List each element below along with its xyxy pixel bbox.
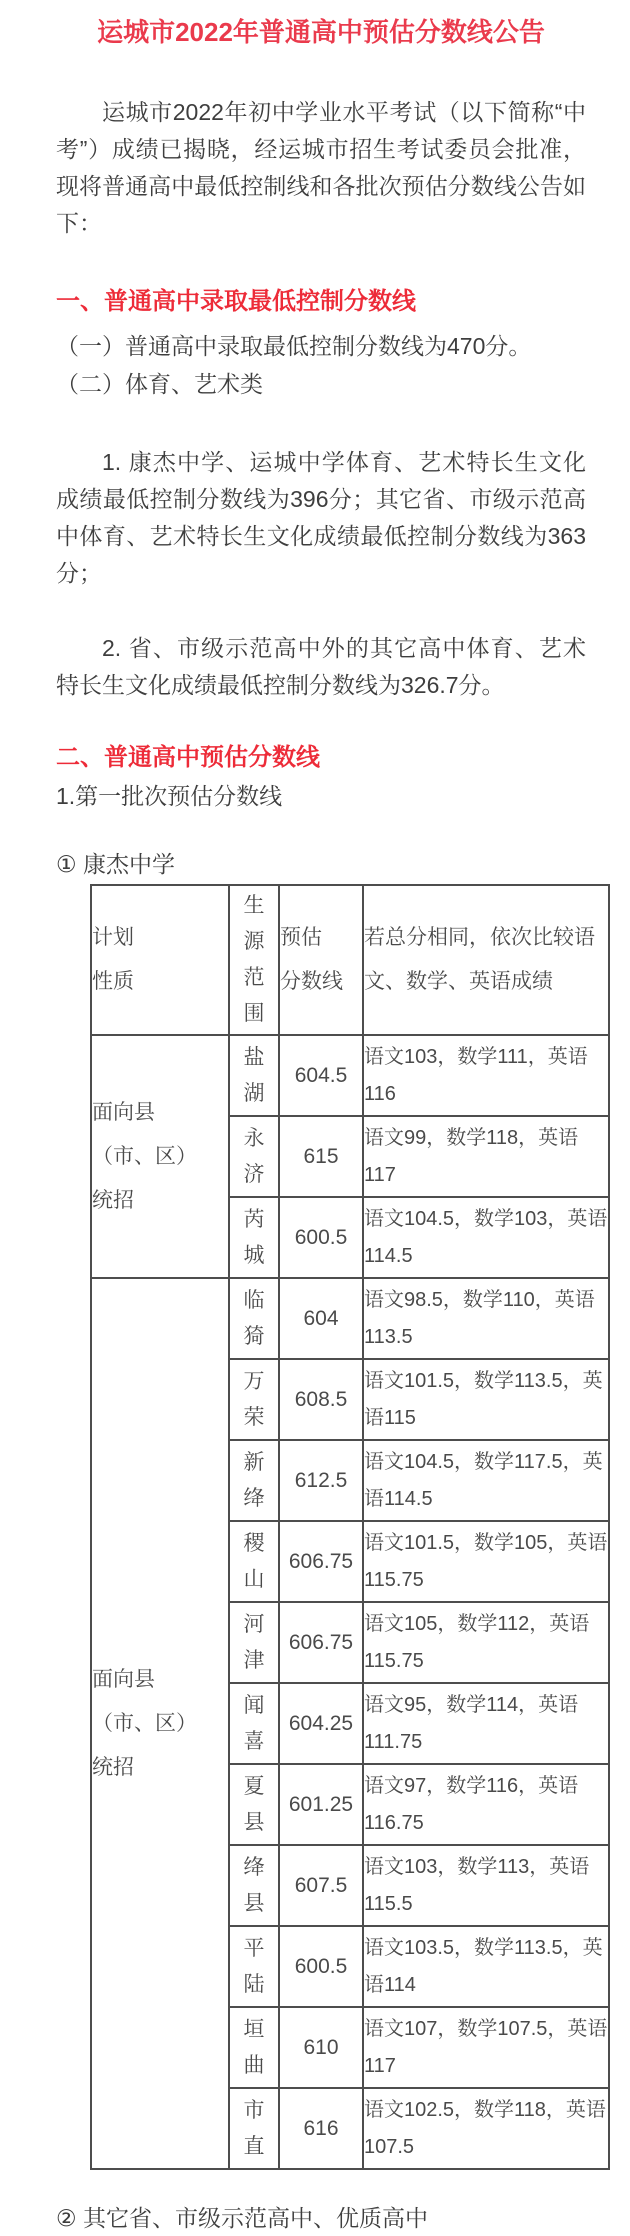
remark-cell: 语文98.5，数学110，英语113.5 [363, 1278, 609, 1359]
score-cell: 600.5 [279, 1926, 363, 2007]
plan-type-cell: 面向县 （市、区） 统招 [91, 1035, 229, 1278]
area-cell: 芮城 [229, 1197, 279, 1278]
header-estimated-line: 预估 分数线 [279, 885, 363, 1035]
score-cell: 607.5 [279, 1845, 363, 1926]
header-plan-type: 计划 性质 [91, 885, 229, 1035]
section2-subheading: 1.第一批次预估分数线 [56, 783, 283, 809]
area-cell: 绛县 [229, 1845, 279, 1926]
remark-cell: 语文107，数学107.5，英语117 [363, 2007, 609, 2088]
section1-item2: （二）体育、艺术类 [56, 371, 263, 397]
school1-label: ① 康杰中学 [56, 851, 176, 877]
section1-item1: （一）普通高中录取最低控制分数线为470分。 [56, 333, 532, 359]
area-cell: 万荣 [229, 1359, 279, 1440]
section1-para2: 2. 省、市级示范高中外的其它高中体育、艺术特长生文化成绩最低控制分数线为326.7分。 [56, 635, 586, 698]
score-cell: 616 [279, 2088, 363, 2169]
remark-cell: 语文97，数学116，英语116.75 [363, 1764, 609, 1845]
score-cell: 604 [279, 1278, 363, 1359]
area-cell: 市直 [229, 2088, 279, 2169]
remark-cell: 语文105，数学112，英语115.75 [363, 1602, 609, 1683]
area-cell: 夏县 [229, 1764, 279, 1845]
remark-cell: 语文99，数学118，英语117 [363, 1116, 609, 1197]
intro-paragraph: 运城市2022年初中学业水平考试（以下简称“中考”）成绩已揭晓，经运城市招生考试委员会批准，现将普通高中最低控制线和各批次预估分数线公告如下： [56, 99, 586, 236]
plan-type-cell: 面向县 （市、区） 统招 [91, 1278, 229, 2169]
area-cell: 闻喜 [229, 1683, 279, 1764]
table-row [91, 1278, 609, 1359]
score-cell: 612.5 [279, 1440, 363, 1521]
score-cell: 606.75 [279, 1602, 363, 1683]
score-cell: 608.5 [279, 1359, 363, 1440]
remark-cell: 语文101.5，数学113.5，英语115 [363, 1359, 609, 1440]
remark-cell: 语文102.5，数学118，英语107.5 [363, 2088, 609, 2169]
school2-label-cutoff: ② 其它省、市级示范高中、优质高中 [56, 2205, 429, 2231]
score-cell: 606.75 [279, 1521, 363, 1602]
section1-para1: 1. 康杰中学、运城中学体育、艺术特长生文化成绩最低控制分数线为396分；其它省、市级示范高中体育、艺术特长生文化成绩最低控制分数线为363分； [56, 449, 586, 586]
score-cell: 604.5 [279, 1035, 363, 1116]
score-cell: 610 [279, 2007, 363, 2088]
remark-cell: 语文95，数学114，英语111.75 [363, 1683, 609, 1764]
section2-heading: 二、普通高中预估分数线 [56, 744, 320, 771]
page-title: 运城市2022年普通高中预估分数线公告 [97, 17, 545, 47]
area-cell: 盐湖 [229, 1035, 279, 1116]
remark-cell: 语文101.5，数学105，英语115.75 [363, 1521, 609, 1602]
header-source-range: 生源范围 [229, 885, 279, 1035]
area-cell: 垣曲 [229, 2007, 279, 2088]
area-cell: 新绛 [229, 1440, 279, 1521]
area-cell: 河津 [229, 1602, 279, 1683]
remark-cell: 语文103，数学113，英语115.5 [363, 1845, 609, 1926]
section1-heading: 一、普通高中录取最低控制分数线 [56, 288, 416, 315]
score-table [90, 884, 610, 2170]
area-cell: 临猗 [229, 1278, 279, 1359]
area-cell: 稷山 [229, 1521, 279, 1602]
remark-cell: 语文104.5，数学117.5，英语114.5 [363, 1440, 609, 1521]
remark-cell: 语文103，数学111，英语116 [363, 1035, 609, 1116]
remark-cell: 语文103.5，数学113.5，英语114 [363, 1926, 609, 2007]
area-cell: 平陆 [229, 1926, 279, 2007]
remark-cell: 语文104.5，数学103，英语114.5 [363, 1197, 609, 1278]
score-cell: 604.25 [279, 1683, 363, 1764]
header-tiebreak-rule: 若总分相同，依次比较语文、数学、英语成绩 [363, 885, 609, 1035]
score-cell: 615 [279, 1116, 363, 1197]
table-row [91, 1035, 609, 1116]
table-header-row [91, 885, 609, 1035]
score-cell: 600.5 [279, 1197, 363, 1278]
score-cell: 601.25 [279, 1764, 363, 1845]
area-cell: 永济 [229, 1116, 279, 1197]
